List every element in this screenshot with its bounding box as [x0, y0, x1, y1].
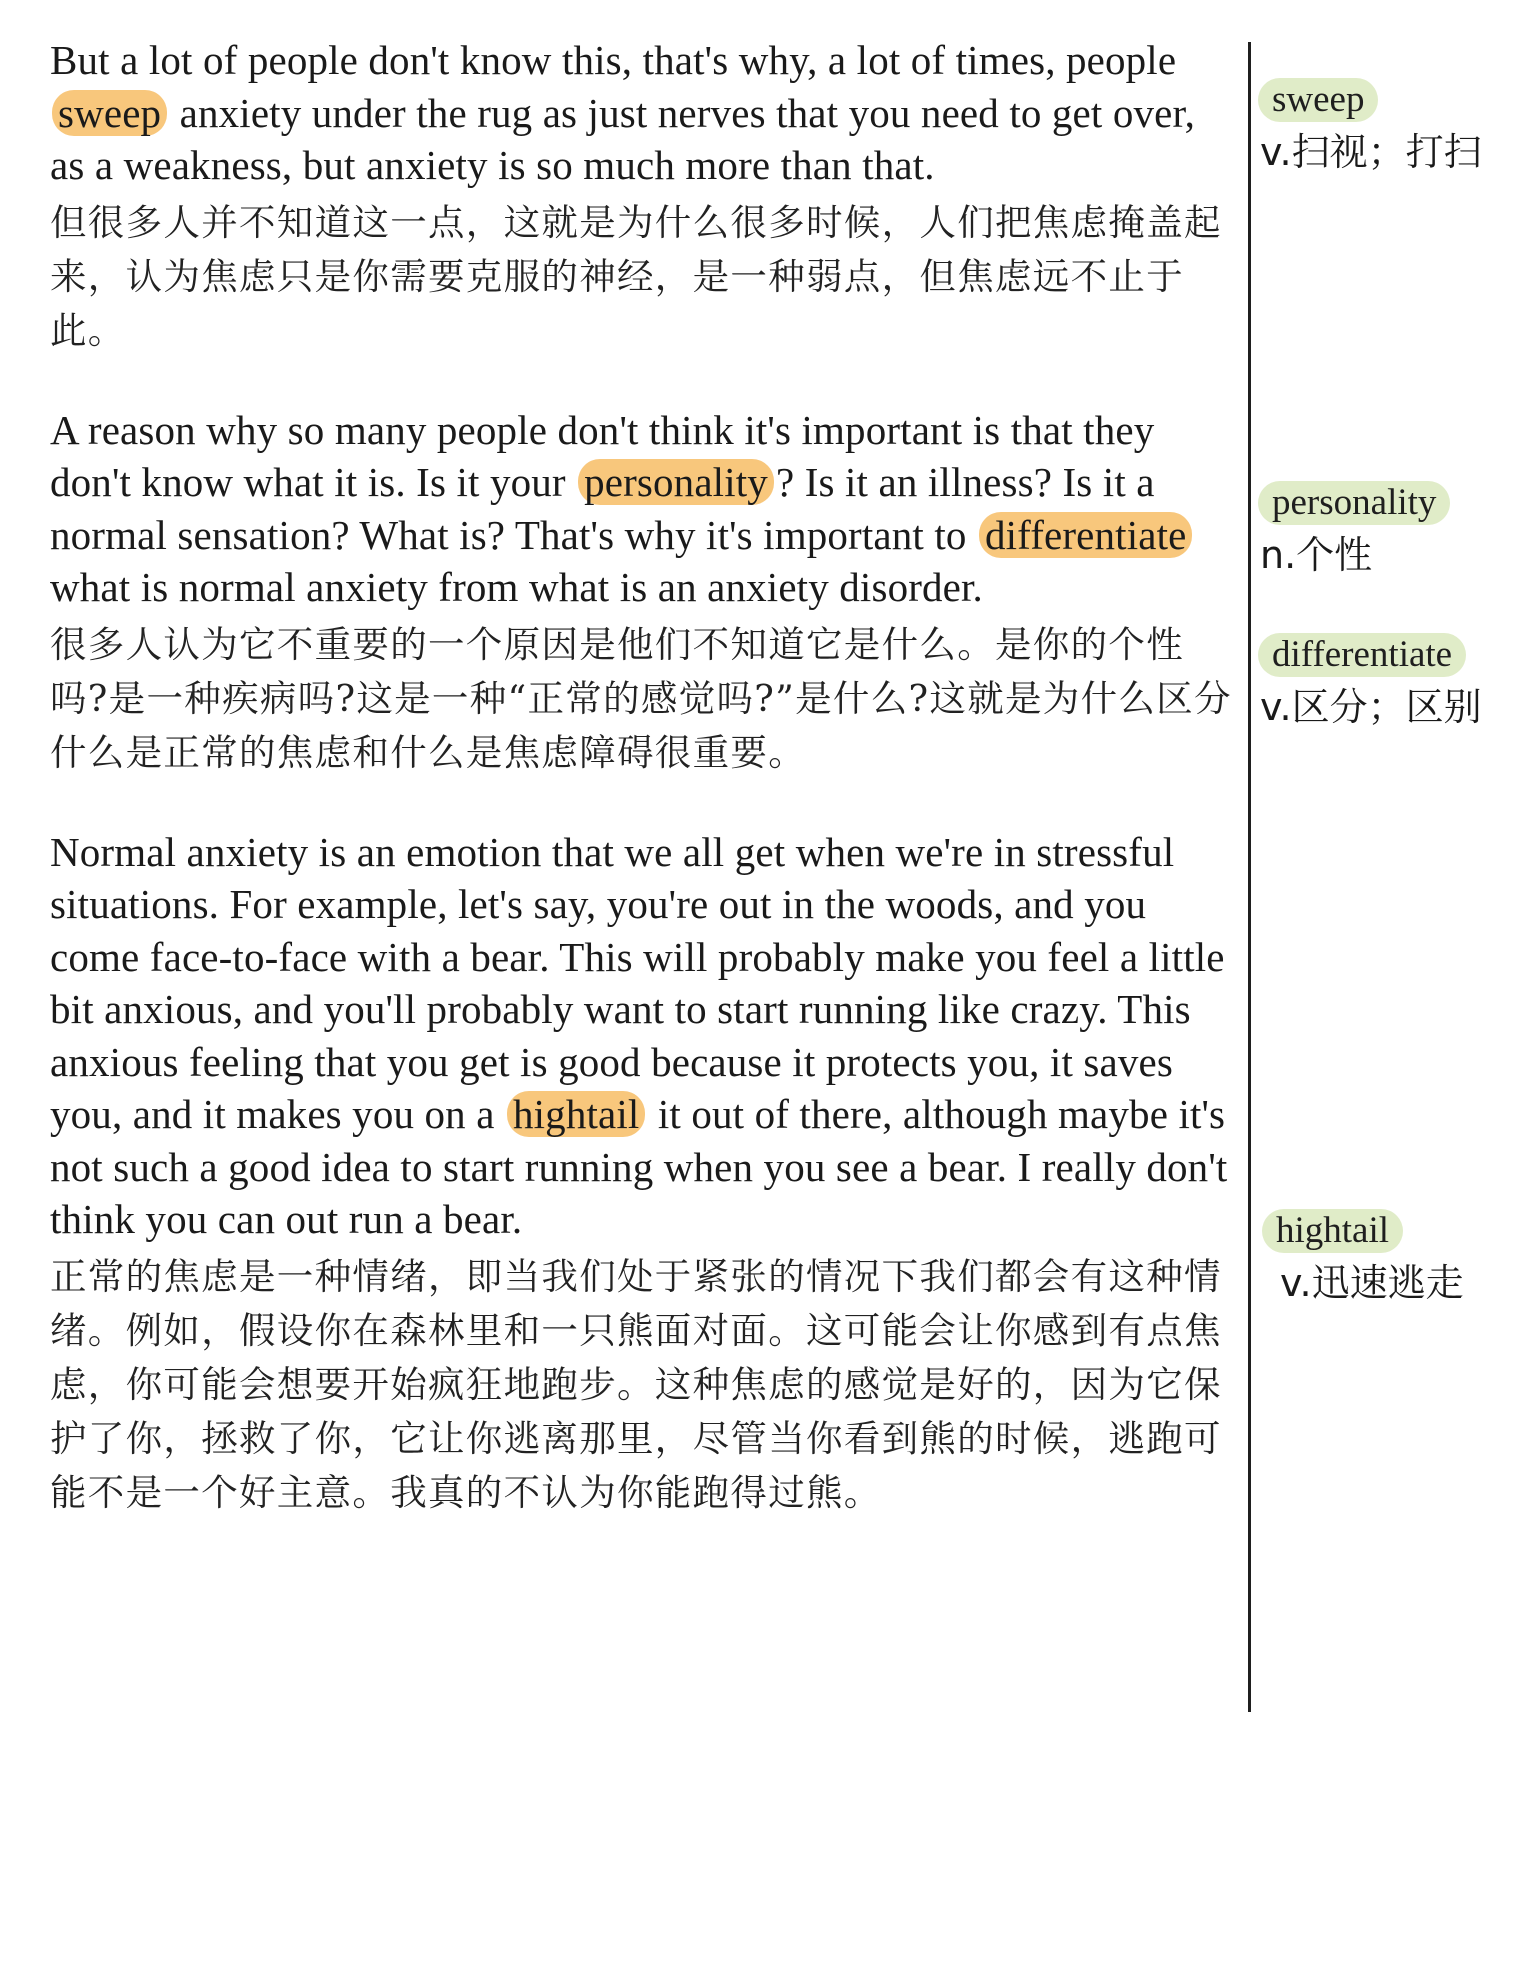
vocab-word: sweep — [1258, 78, 1378, 122]
highlighted-word-hightail: hightail — [507, 1091, 645, 1137]
margin-divider-line — [1248, 42, 1251, 1712]
english-text-segment: ? Is it an illness? Is it a normal sensation? What is? That's why it's important to — [50, 459, 1155, 558]
vocab-word: personality — [1258, 481, 1450, 525]
vocab-definition: v.区分；区别 — [1260, 685, 1482, 729]
vocab-definition: n.个性 — [1260, 533, 1373, 577]
vocab-word: differentiate — [1258, 633, 1466, 677]
english-text-segment: Normal anxiety is an emotion that we all get when we're in stressful situations. For example, let's say, you're out in the woods, and you come face-to-face with a bear. This will probably make you feel a little bit anxious, and you'll probably want to start running like crazy. This anxious feeling that you get is good because it protects you, it saves you, and it makes you on a — [50, 828, 1225, 1137]
chinese-translation: 但很多人并不知道这一点，这就是为什么很多时候，人们把焦虑掩盖起来，认为焦虑只是你需要克服的神经，是一种弱点，但焦虑远不止于此。 — [50, 200, 1222, 352]
english-text-segment: anxiety under the rug as just nerves that you need to get over, as a weakness, but anxiety is so much more than that. — [50, 89, 1196, 188]
english-text — [50, 34, 1235, 192]
paragraph-1 — [50, 34, 1235, 358]
english-text-segment: what is normal anxiety from what is an anxiety disorder. — [50, 564, 983, 610]
main-text — [50, 34, 1235, 1566]
highlighted-word-differentiate: differentiate — [979, 512, 1193, 558]
chinese-translation: 很多人认为它不重要的一个原因是他们不知道它是什么。是你的个性吗?是一种疾病吗?这是一种“正常的感觉吗?”是什么?这就是为什么区分什么是正常的焦虑和什么是焦虑障碍很重要。 — [50, 622, 1232, 774]
english-text-segment: it out of there, although maybe it's not such a good idea to start running when you see a bear. I really don't think you can out run a bear. — [50, 1091, 1228, 1242]
english-text-segment: But a lot of people don't know this, that's why, a lot of times, people — [50, 37, 1177, 83]
highlighted-word-sweep: sweep — [52, 90, 167, 136]
vocab-entry-personality — [1258, 481, 1528, 579]
vocab-word: hightail — [1262, 1209, 1403, 1253]
english-text — [50, 404, 1235, 614]
highlighted-word-personality: personality — [578, 459, 774, 505]
chinese-translation: 正常的焦虑是一种情绪，即当我们处于紧张的情况下我们都会有这种情绪。例如，假设你在森林里和一只熊面对面。这可能会让你感到有点焦虑，你可能会想要开始疯狂地跑步。这种焦虑的感觉是好的，因为它保护了你，拯救了你，它让你逃离那里，尽管当你看到熊的时候，逃跑可能不是一个好主意。我真的不认为你能跑得过熊。 — [50, 1254, 1222, 1514]
english-text — [50, 826, 1235, 1246]
vocab-entry-hightail — [1262, 1209, 1532, 1307]
vocab-entry-sweep — [1258, 78, 1528, 176]
paragraph-3 — [50, 826, 1235, 1520]
vocab-definition: v.扫视；打扫 — [1260, 130, 1482, 174]
vocab-definition: v.迅速逃走 — [1280, 1261, 1464, 1305]
english-text-segment: A reason why so many people don't think it's important is that they don't know what it is. Is it your — [50, 406, 1155, 505]
vocab-entry-differentiate — [1258, 633, 1528, 731]
paragraph-2 — [50, 404, 1235, 780]
